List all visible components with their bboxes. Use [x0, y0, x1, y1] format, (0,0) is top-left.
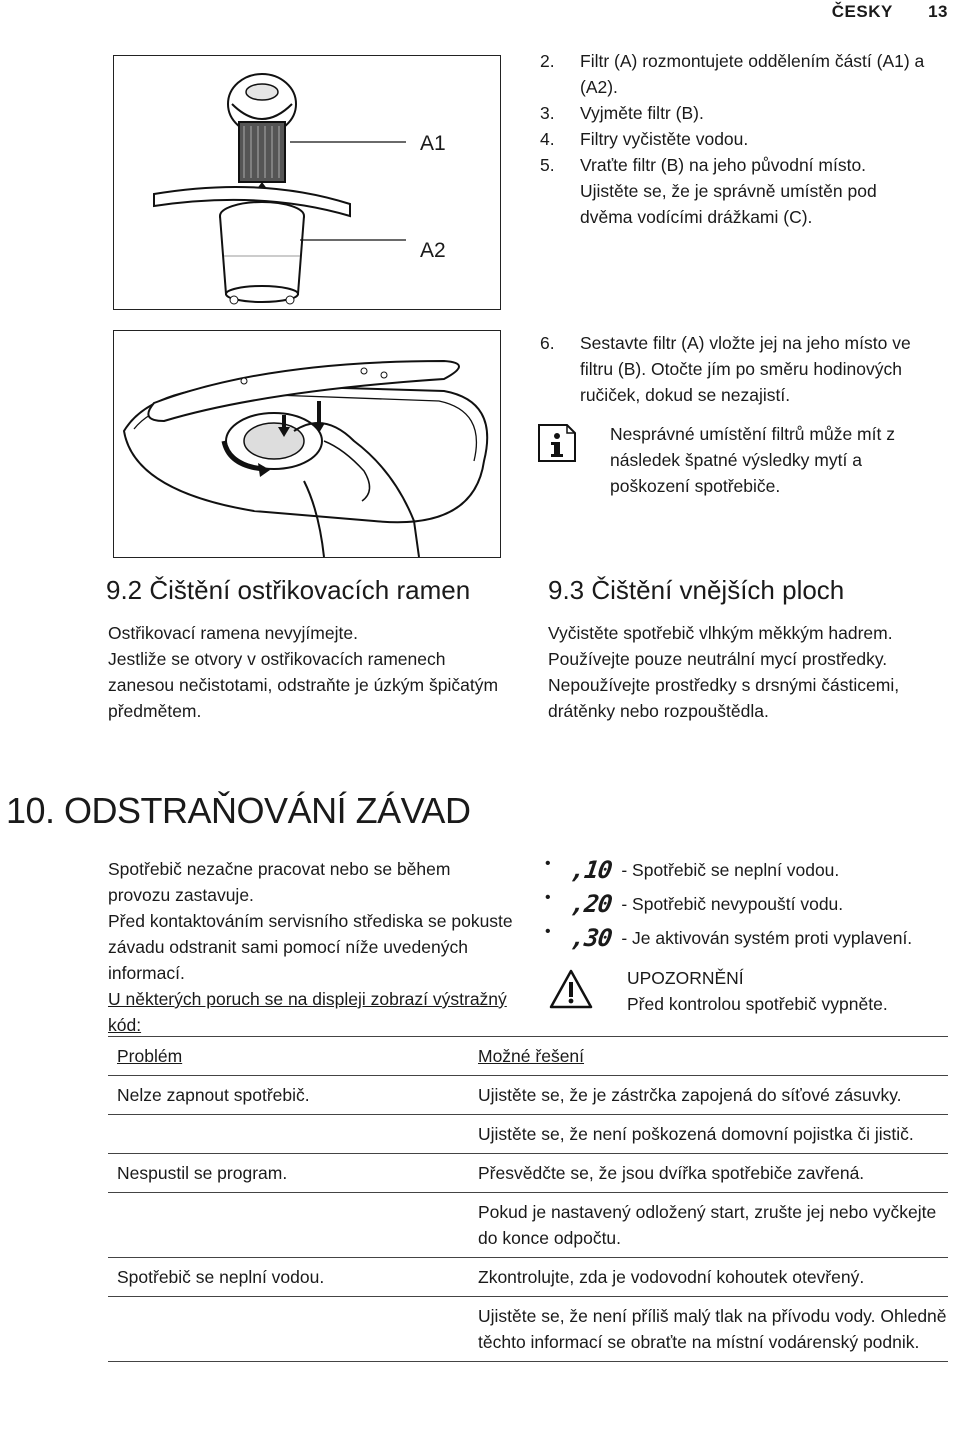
- warning-text: Před kontrolou spotřebič vypněte.: [627, 994, 888, 1014]
- chapter-10-p3: U některých poruch se na displeji zobrazí výstražný kód:: [108, 989, 507, 1035]
- info-note-text: Nesprávné umístění filtrů může mít z následek špatné výsledky mytí a poškození spotřebiče.: [610, 424, 895, 496]
- chapter-10-p2: Před kontaktováním servisního střediska se pokuste závadu odstranit sami pomocí níže uvedených informací.: [108, 911, 513, 983]
- section-9-3-p2: Používejte pouze neutrální mycí prostředky. Nepoužívejte prostředky s drsnými částicemi, drátěnky nebo rozpouštědla.: [548, 649, 900, 721]
- table-row: Ujistěte se, že není příliš malý tlak na přívodu vody. Ohledně těchto informací se obraťte na místní vodárenský podnik.: [108, 1297, 948, 1362]
- error-code-list: [545, 853, 945, 955]
- language-label: ČESKY: [831, 2, 893, 21]
- table-row: Pokud je nastavený odložený start, zrušte jej nebo vyčkejte do konce odpočtu.: [108, 1193, 948, 1258]
- label-a2: A2: [420, 239, 446, 262]
- step-item: 6. Sestavte filtr (A) vložte jej na jeho místo ve filtru (B). Otočte jím po směru hodinových ručiček, dokud se nezajistí.: [540, 333, 911, 405]
- section-9-2-title: 9.2 Čištění ostřikovacích ramen: [106, 575, 471, 605]
- steps-list-bottom: [540, 330, 940, 408]
- step-item: 4. Filtry vyčistěte vodou.: [540, 129, 749, 149]
- error-code-item: • ,30 - Je aktivován systém proti vyplavení.: [545, 923, 913, 952]
- error-code: ,20: [569, 890, 614, 918]
- label-a1: A1: [420, 132, 446, 155]
- table-row: Nespustil se program. Přesvědčte se, že jsou dvířka spotřebiče zavřená.: [108, 1154, 948, 1193]
- table-header-solution: Možné řešení: [478, 1037, 948, 1076]
- table-row: Spotřebič se neplní vodou. Zkontrolujte, zda je vodovodní kohoutek otevřený.: [108, 1258, 948, 1297]
- step-item: 2. Filtr (A) rozmontujete oddělením částí (A1) a (A2).: [540, 51, 925, 97]
- step-item: 5. Vraťte filtr (B) na jeho původní místo. Ujistěte se, že je správně umístěn pod dvěma vodícími drážkami (C).: [540, 155, 877, 227]
- warning-title: UPOZORNĚNÍ: [627, 968, 744, 988]
- warning-triangle-icon: [548, 968, 594, 1010]
- troubleshooting-table: [108, 1036, 948, 1362]
- section-9-3-title: 9.3 Čištění vnějších ploch: [548, 575, 845, 605]
- chapter-10-title: 10. ODSTRAŇOVÁNÍ ZÁVAD: [6, 790, 471, 831]
- table-header-problem: Problém: [108, 1037, 478, 1076]
- error-code-item: • ,20 - Spotřebič nevypouští vodu.: [545, 889, 844, 918]
- error-code: ,10: [569, 856, 614, 884]
- filter-rotation-figure: [113, 330, 501, 558]
- error-code: ,30: [569, 924, 614, 952]
- filter-illustration: [114, 56, 500, 309]
- section-9-2-p1: Ostřikovací ramena nevyjímejte.: [108, 623, 358, 643]
- page-number: 13: [928, 2, 948, 21]
- filter-figure: [113, 55, 501, 310]
- step-item: 3. Vyjměte filtr (B).: [540, 103, 704, 123]
- chapter-10-p1: Spotřebič nezačne pracovat nebo se během provozu zastavuje.: [108, 859, 451, 905]
- section-9-3-p1: Vyčistěte spotřebič vlhkým měkkým hadrem.: [548, 623, 893, 643]
- table-row: Ujistěte se, že není poškozená domovní pojistka či jistič.: [108, 1115, 948, 1154]
- table-header-row: [108, 1037, 948, 1076]
- section-9-2-p2: Jestliže se otvory v ostřikovacích ramenech zanesou nečistotami, odstraňte je úzkým špičatým předmětem.: [108, 649, 499, 721]
- page-header: [832, 2, 948, 22]
- steps-list-top: [540, 48, 940, 230]
- table-row: Nelze zapnout spotřebič. Ujistěte se, že je zástrčka zapojená do síťové zásuvky.: [108, 1076, 948, 1115]
- info-icon: [537, 423, 577, 463]
- error-code-item: • ,10 - Spotřebič se neplní vodou.: [545, 855, 840, 884]
- filter-rotation-illustration: [114, 331, 500, 557]
